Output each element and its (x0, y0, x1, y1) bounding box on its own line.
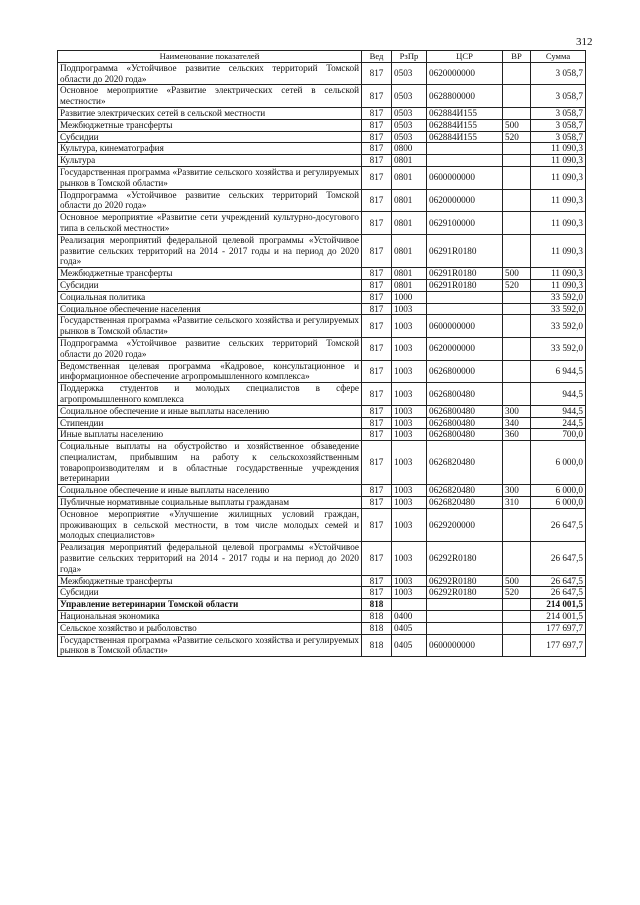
row-name: Межбюджетные трансферты (58, 119, 362, 131)
row-vr (503, 315, 531, 338)
header-csr: ЦСР (427, 51, 503, 63)
row-rzpr: 1003 (392, 417, 427, 429)
row-vr: 500 (503, 119, 531, 131)
row-vr: 300 (503, 485, 531, 497)
row-rzpr: 0503 (392, 85, 427, 108)
row-ved: 818 (362, 611, 392, 623)
table-row (58, 155, 586, 167)
table-row (58, 234, 586, 267)
row-name: Государственная программа «Развитие сельского хозяйства и регулируемых рынков в Томской области» (58, 166, 362, 189)
row-vr (503, 291, 531, 303)
table-row (58, 575, 586, 587)
row-vr (503, 508, 531, 541)
row-csr: 06292R0180 (427, 587, 503, 599)
row-vr (503, 634, 531, 657)
row-name: Иные выплаты населению (58, 429, 362, 441)
row-rzpr: 1003 (392, 383, 427, 406)
row-rzpr: 1003 (392, 441, 427, 485)
row-sum: 11 090,3 (531, 212, 586, 235)
row-sum: 11 090,3 (531, 268, 586, 280)
row-vr (503, 599, 531, 611)
row-ved: 817 (362, 189, 392, 212)
row-vr (503, 189, 531, 212)
row-vr (503, 542, 531, 575)
row-ved: 818 (362, 599, 392, 611)
table-row (58, 85, 586, 108)
row-rzpr: 0503 (392, 119, 427, 131)
row-ved: 817 (362, 155, 392, 167)
row-ved: 817 (362, 131, 392, 143)
table-row (58, 485, 586, 497)
row-sum: 11 090,3 (531, 166, 586, 189)
row-ved: 817 (362, 315, 392, 338)
row-sum: 26 647,5 (531, 542, 586, 575)
header-name: Наименование показателей (58, 51, 362, 63)
row-rzpr: 0801 (392, 279, 427, 291)
table-row (58, 291, 586, 303)
row-vr (503, 166, 531, 189)
row-vr (503, 611, 531, 623)
row-csr (427, 611, 503, 623)
row-csr: 0600000000 (427, 634, 503, 657)
table-row (58, 268, 586, 280)
header-sum: Сумма (531, 51, 586, 63)
row-name: Культура (58, 155, 362, 167)
row-vr (503, 155, 531, 167)
row-csr: 0626820480 (427, 441, 503, 485)
row-name: Субсидии (58, 587, 362, 599)
row-ved: 817 (362, 508, 392, 541)
table-row (58, 131, 586, 143)
row-vr: 520 (503, 587, 531, 599)
row-vr: 500 (503, 268, 531, 280)
row-sum: 11 090,3 (531, 279, 586, 291)
row-csr: 06292R0180 (427, 575, 503, 587)
row-csr: 06291R0180 (427, 268, 503, 280)
table-row (58, 441, 586, 485)
row-rzpr: 0801 (392, 166, 427, 189)
row-ved: 817 (362, 417, 392, 429)
row-ved: 817 (362, 383, 392, 406)
table-row (58, 611, 586, 623)
row-csr (427, 622, 503, 634)
row-sum: 33 592,0 (531, 291, 586, 303)
row-vr (503, 85, 531, 108)
row-ved: 817 (362, 337, 392, 360)
row-ved: 817 (362, 166, 392, 189)
row-sum: 700,0 (531, 429, 586, 441)
table-row (58, 337, 586, 360)
row-ved: 817 (362, 268, 392, 280)
row-rzpr: 1003 (392, 360, 427, 383)
table-row (58, 542, 586, 575)
row-sum: 214 001,5 (531, 611, 586, 623)
row-csr: 0626800000 (427, 360, 503, 383)
table-row (58, 599, 586, 611)
row-vr (503, 234, 531, 267)
row-csr: 0626800480 (427, 429, 503, 441)
row-vr: 500 (503, 575, 531, 587)
row-csr: 062884И155 (427, 119, 503, 131)
row-vr (503, 360, 531, 383)
row-csr: 0620000000 (427, 189, 503, 212)
table-row (58, 303, 586, 315)
row-sum: 177 697,7 (531, 634, 586, 657)
table-row (58, 405, 586, 417)
table-row (58, 166, 586, 189)
row-csr (427, 143, 503, 155)
row-name: Межбюджетные трансферты (58, 575, 362, 587)
row-rzpr: 1000 (392, 291, 427, 303)
row-csr: 0626800480 (427, 383, 503, 406)
row-name: Социальное обеспечение и иные выплаты населению (58, 405, 362, 417)
table-row (58, 634, 586, 657)
row-name: Подпрограмма «Устойчивое развитие сельских территорий Томской области до 2020 года» (58, 337, 362, 360)
row-sum: 6 000,0 (531, 485, 586, 497)
row-sum: 3 058,7 (531, 85, 586, 108)
row-sum: 177 697,7 (531, 622, 586, 634)
row-rzpr: 1003 (392, 303, 427, 315)
row-rzpr (392, 599, 427, 611)
table-row (58, 279, 586, 291)
row-name: Основное мероприятие «Развитие электрических сетей в сельской местности» (58, 85, 362, 108)
row-vr (503, 337, 531, 360)
row-vr (503, 107, 531, 119)
table-row (58, 107, 586, 119)
row-vr: 520 (503, 279, 531, 291)
row-rzpr: 0503 (392, 131, 427, 143)
table-header-row (58, 51, 586, 63)
row-vr (503, 62, 531, 85)
row-sum: 214 001,5 (531, 599, 586, 611)
row-ved: 817 (362, 107, 392, 119)
row-rzpr: 0801 (392, 212, 427, 235)
row-ved: 817 (362, 429, 392, 441)
row-rzpr: 1003 (392, 508, 427, 541)
row-sum: 26 647,5 (531, 508, 586, 541)
row-ved: 817 (362, 62, 392, 85)
row-rzpr: 1003 (392, 497, 427, 509)
row-csr: 062884И155 (427, 107, 503, 119)
table-row (58, 315, 586, 338)
row-vr: 310 (503, 497, 531, 509)
row-name: Стипендии (58, 417, 362, 429)
row-rzpr: 0503 (392, 107, 427, 119)
row-vr (503, 622, 531, 634)
row-name: Культура, кинематография (58, 143, 362, 155)
row-vr (503, 303, 531, 315)
header-ved: Вед (362, 51, 392, 63)
row-ved: 817 (362, 485, 392, 497)
row-csr: 0626800480 (427, 417, 503, 429)
row-ved: 817 (362, 587, 392, 599)
row-ved: 817 (362, 85, 392, 108)
row-name: Государственная программа «Развитие сельского хозяйства и регулируемых рынков в Томской области» (58, 634, 362, 657)
row-ved: 817 (362, 291, 392, 303)
row-sum: 944,5 (531, 405, 586, 417)
row-name: Социальное обеспечение и иные выплаты населению (58, 485, 362, 497)
row-csr: 06291R0180 (427, 279, 503, 291)
row-name: Ведомственная целевая программа «Кадровое, консультационное и информационное обеспечение агропромышленного комплекса» (58, 360, 362, 383)
row-name: Национальная экономика (58, 611, 362, 623)
row-name: Развитие электрических сетей в сельской местности (58, 107, 362, 119)
row-vr (503, 212, 531, 235)
row-name: Управление ветеринарии Томской области (58, 599, 362, 611)
row-ved: 817 (362, 441, 392, 485)
row-csr: 0600000000 (427, 315, 503, 338)
row-sum: 3 058,7 (531, 131, 586, 143)
row-ved: 817 (362, 303, 392, 315)
row-vr: 300 (503, 405, 531, 417)
table-row (58, 212, 586, 235)
page-number: 312 (576, 36, 593, 48)
table-row (58, 119, 586, 131)
row-sum: 33 592,0 (531, 337, 586, 360)
row-sum: 33 592,0 (531, 303, 586, 315)
row-vr (503, 143, 531, 155)
row-sum: 11 090,3 (531, 189, 586, 212)
row-ved: 817 (362, 360, 392, 383)
row-csr: 0620000000 (427, 337, 503, 360)
row-csr (427, 303, 503, 315)
row-sum: 3 058,7 (531, 119, 586, 131)
table-row (58, 62, 586, 85)
row-rzpr: 0503 (392, 62, 427, 85)
row-name: Поддержка студентов и молодых специалистов в сфере агропромышленного комплекса (58, 383, 362, 406)
row-rzpr: 0400 (392, 611, 427, 623)
row-name: Подпрограмма «Устойчивое развитие сельских территорий Томской области до 2020 года» (58, 189, 362, 212)
table-row (58, 622, 586, 634)
row-rzpr: 0801 (392, 234, 427, 267)
row-sum: 11 090,3 (531, 155, 586, 167)
row-name: Реализация мероприятий федеральной целевой программы «Устойчивое развитие сельских территорий на 2014 - 2017 годы и на период до 2020 года» (58, 234, 362, 267)
row-rzpr: 1003 (392, 587, 427, 599)
table-row (58, 383, 586, 406)
header-rzpr: РзПр (392, 51, 427, 63)
row-vr: 360 (503, 429, 531, 441)
row-vr (503, 383, 531, 406)
row-name: Межбюджетные трансферты (58, 268, 362, 280)
row-sum: 26 647,5 (531, 587, 586, 599)
row-rzpr: 1003 (392, 542, 427, 575)
row-csr: 0629200000 (427, 508, 503, 541)
row-vr (503, 441, 531, 485)
row-csr: 0629100000 (427, 212, 503, 235)
row-name: Социальное обеспечение населения (58, 303, 362, 315)
table-row (58, 587, 586, 599)
table-row (58, 189, 586, 212)
table-row (58, 360, 586, 383)
row-rzpr: 1003 (392, 405, 427, 417)
row-ved: 818 (362, 634, 392, 657)
row-sum: 11 090,3 (531, 143, 586, 155)
row-csr (427, 599, 503, 611)
row-ved: 817 (362, 542, 392, 575)
row-csr: 06292R0180 (427, 542, 503, 575)
row-rzpr: 0405 (392, 634, 427, 657)
row-csr (427, 155, 503, 167)
row-name: Подпрограмма «Устойчивое развитие сельских территорий Томской области до 2020 года» (58, 62, 362, 85)
row-ved: 817 (362, 575, 392, 587)
row-name: Государственная программа «Развитие сельского хозяйства и регулируемых рынков в Томской области» (58, 315, 362, 338)
row-vr: 520 (503, 131, 531, 143)
row-csr: 0626800480 (427, 405, 503, 417)
row-name: Публичные нормативные социальные выплаты гражданам (58, 497, 362, 509)
row-name: Субсидии (58, 279, 362, 291)
row-rzpr: 1003 (392, 575, 427, 587)
row-sum: 944,5 (531, 383, 586, 406)
row-sum: 3 058,7 (531, 107, 586, 119)
row-sum: 6 000,0 (531, 497, 586, 509)
row-ved: 817 (362, 143, 392, 155)
table-row (58, 417, 586, 429)
row-ved: 817 (362, 234, 392, 267)
row-rzpr: 1003 (392, 485, 427, 497)
row-name: Реализация мероприятий федеральной целевой программы «Устойчивое развитие сельских территорий на 2014 - 2017 годы и на период до 2020 года» (58, 542, 362, 575)
row-csr: 0620000000 (427, 62, 503, 85)
row-name: Субсидии (58, 131, 362, 143)
row-name: Сельское хозяйство и рыболовство (58, 622, 362, 634)
row-ved: 817 (362, 119, 392, 131)
row-ved: 818 (362, 622, 392, 634)
header-vr: ВР (503, 51, 531, 63)
row-ved: 817 (362, 212, 392, 235)
row-rzpr: 0801 (392, 189, 427, 212)
row-sum: 244,5 (531, 417, 586, 429)
row-name: Основное мероприятие «Развитие сети учреждений культурно-досугового типа в сельской местности» (58, 212, 362, 235)
row-sum: 26 647,5 (531, 575, 586, 587)
row-rzpr: 0801 (392, 155, 427, 167)
budget-table (57, 50, 586, 657)
row-name: Социальная политика (58, 291, 362, 303)
table-row (58, 497, 586, 509)
row-sum: 3 058,7 (531, 62, 586, 85)
row-csr: 0626820480 (427, 485, 503, 497)
row-name: Основное мероприятие «Улучшение жилищных условий граждан, проживающих в сельской местности, в том числе молодых семей и молодых специалистов» (58, 508, 362, 541)
row-csr (427, 291, 503, 303)
row-csr: 0628800000 (427, 85, 503, 108)
row-sum: 11 090,3 (531, 234, 586, 267)
row-csr: 06291R0180 (427, 234, 503, 267)
row-sum: 6 000,0 (531, 441, 586, 485)
row-rzpr: 0405 (392, 622, 427, 634)
table-row (58, 508, 586, 541)
row-rzpr: 1003 (392, 315, 427, 338)
row-rzpr: 1003 (392, 429, 427, 441)
row-rzpr: 0801 (392, 268, 427, 280)
table-row (58, 143, 586, 155)
row-rzpr: 0800 (392, 143, 427, 155)
row-name: Социальные выплаты на обустройство и хозяйственное обзаведение специалистам, прибывшим на работу к сельскохозяйственным товаропроизводителям и в областные государственные учреждения ветеринарии (58, 441, 362, 485)
row-vr: 340 (503, 417, 531, 429)
row-csr: 0600000000 (427, 166, 503, 189)
row-sum: 6 944,5 (531, 360, 586, 383)
row-ved: 817 (362, 405, 392, 417)
row-csr: 062884И155 (427, 131, 503, 143)
row-ved: 817 (362, 497, 392, 509)
row-csr: 0626820480 (427, 497, 503, 509)
table-row (58, 429, 586, 441)
row-rzpr: 1003 (392, 337, 427, 360)
row-ved: 817 (362, 279, 392, 291)
row-sum: 33 592,0 (531, 315, 586, 338)
